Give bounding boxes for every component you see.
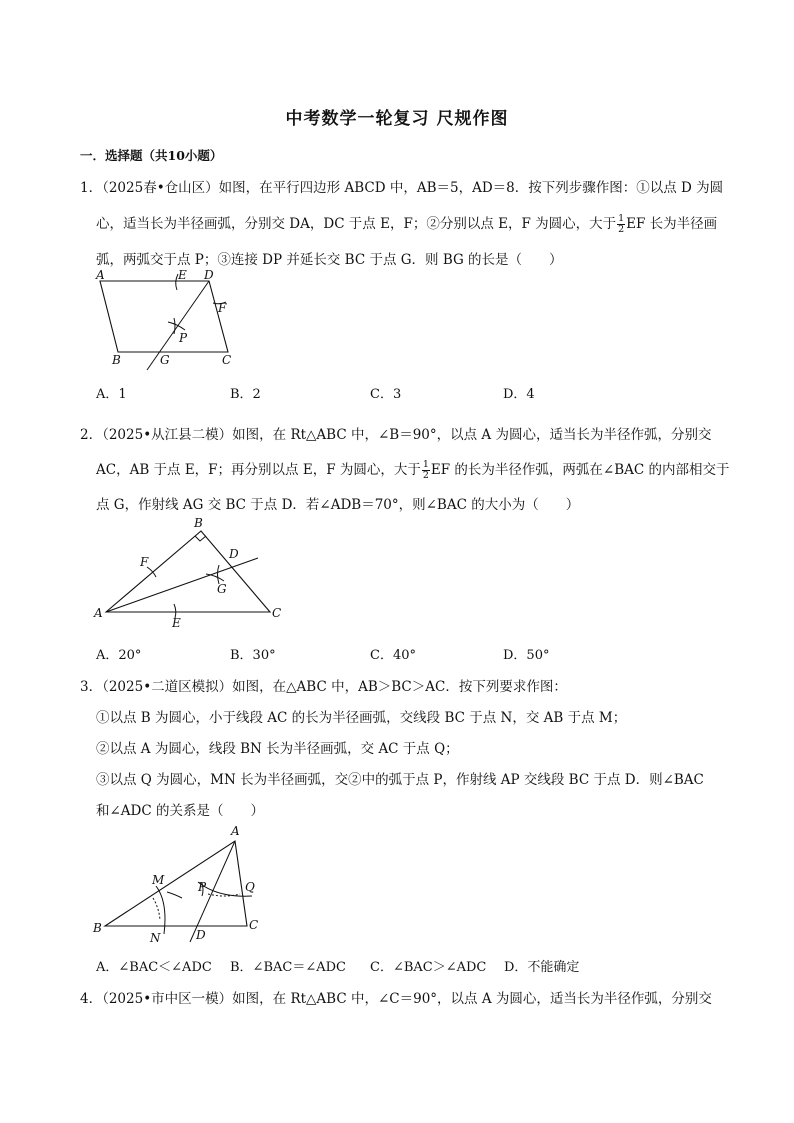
q3-figure-triangle xyxy=(90,822,280,947)
q3-text-line1: 3．（2025•二道区模拟）如图，在△ABC 中，AB＞BC＞AC．按下列要求作图： xyxy=(80,679,567,695)
q1-arc-p1 xyxy=(168,322,185,330)
q3-option-a[interactable]: A．∠BAC＜∠ADC xyxy=(96,960,212,975)
q2-fraction: $\frac{1}{2}$ xyxy=(422,459,429,481)
q2-label-g: G xyxy=(217,582,227,596)
q3-label-m: M xyxy=(152,873,165,887)
q3-label-p: P xyxy=(198,880,207,894)
q2-text-line2a: AC，AB 于点 E，F；再分别以点 E，F 为圆心，大于 xyxy=(96,462,421,478)
q2-label-b: B xyxy=(194,516,203,530)
q3-option-b[interactable]: B．∠BAC＝∠ADC xyxy=(230,960,346,975)
q3-dashed-mn xyxy=(153,898,160,920)
q3-text-line3: ②以点 A 为圆心，线段 BN 长为半径画弧，交 AC 于点 Q； xyxy=(96,741,459,757)
q3-arc-m-mark xyxy=(167,892,182,898)
q1-text-line2b: EF 长为半径画 xyxy=(626,216,718,232)
q1-option-c[interactable]: C．3 xyxy=(370,387,402,402)
q3-label-q: Q xyxy=(245,880,255,894)
q2-label-f: F xyxy=(140,555,149,569)
q2-text-line2b: EF 的长为半径作弧，两弧在∠BAC 的内部相交于 xyxy=(430,462,730,478)
q3-label-b: B xyxy=(93,921,102,935)
q1-text-line2a: 心，适当长为半径画弧，分别交 DA，DC 于点 E，F；②分别以点 E，F 为圆心，大于 xyxy=(96,216,617,232)
q1-text-line3: 弧，两弧交于点 P；③连接 DP 并延长交 BC 于点 G．则 BG 的长是（ ） xyxy=(96,252,563,268)
q2-right-angle-mark xyxy=(195,536,206,541)
q2-text-line2 xyxy=(96,458,730,481)
q1-label-g: G xyxy=(160,353,170,367)
q1-label-f: F xyxy=(218,301,227,315)
q2-triangle xyxy=(106,531,270,612)
q1-label-p: P xyxy=(179,331,188,345)
q2-ray-ag xyxy=(106,558,258,612)
q2-option-c[interactable]: C．40° xyxy=(370,648,416,663)
q2-figure-triangle xyxy=(90,514,290,634)
q1-label-a: A xyxy=(96,268,105,282)
q1-arc-p2 xyxy=(174,318,175,334)
section-heading: 一．选择题（共10小题） xyxy=(80,148,223,163)
q1-label-b: B xyxy=(112,353,121,367)
q1-parallelogram xyxy=(100,281,228,352)
q1-figure-parallelogram xyxy=(92,268,252,372)
q3-option-c[interactable]: C．∠BAC＞∠ADC xyxy=(370,960,487,975)
page-title: 中考数学一轮复习 尺规作图 xyxy=(285,109,509,129)
q1-fraction: $\frac{1}{2}$ xyxy=(618,213,625,235)
q1-label-d: D xyxy=(204,268,214,282)
q1-option-a[interactable]: A．1 xyxy=(96,387,127,402)
q1-option-d[interactable]: D．4 xyxy=(503,387,535,402)
q1-label-e: E xyxy=(178,268,187,282)
q3-text-line4: ③以点 Q 为圆心，MN 长为半径画弧，交②中的弧于点 P，作射线 AP 交线段 BC 于点 D．则∠BAC xyxy=(96,772,704,788)
q2-option-a[interactable]: A．20° xyxy=(96,648,142,663)
q2-text-line3: 点 G，作射线 AG 交 BC 于点 D．若∠ADB＝70°，则∠BAC 的大小为（ ） xyxy=(96,497,580,513)
q3-text-line5: 和∠ADC 的关系是（ ） xyxy=(96,803,265,819)
q3-label-c: C xyxy=(249,918,259,932)
q2-label-e: E xyxy=(172,616,181,630)
q1-option-b[interactable]: B．2 xyxy=(230,387,261,402)
q2-option-b[interactable]: B．30° xyxy=(230,648,276,663)
q1-text-line1: 1．（2025春•仓山区）如图，在平行四边形 ABCD 中，AB＝5，AD＝8．按下列步骤作图：①以点 D 为圆 xyxy=(80,180,724,196)
q2-option-d[interactable]: D．50° xyxy=(503,648,550,663)
q3-text-line2: ①以点 B 为圆心，小于线段 AC 的长为半径画弧，交线段 BC 于点 N，交 AB 于点 M； xyxy=(96,710,627,726)
q2-label-a: A xyxy=(94,606,103,620)
q3-label-n: N xyxy=(150,931,161,945)
q3-triangle xyxy=(105,841,247,926)
q2-label-c: C xyxy=(272,606,282,620)
q1-text-line2 xyxy=(96,212,717,235)
q4-text-line1: 4．（2025•市中区一模）如图，在 Rt△ABC 中，∠C＝90°，以点 A 为圆心，适当长为半径作弧，分别交 xyxy=(80,991,712,1007)
q2-text-line1: 2．（2025•从江县二模）如图，在 Rt△ABC 中，∠B＝90°，以点 A 为圆心，适当长为半径作弧，分别交 xyxy=(80,427,712,443)
q3-label-d: D xyxy=(196,928,206,942)
q3-label-a: A xyxy=(231,824,240,838)
q1-label-c: C xyxy=(222,353,232,367)
q3-arc-pq xyxy=(198,882,252,896)
q3-arc-mn xyxy=(156,886,165,934)
q3-option-d[interactable]: D．不能确定 xyxy=(504,960,580,975)
q2-label-d: D xyxy=(229,547,239,561)
